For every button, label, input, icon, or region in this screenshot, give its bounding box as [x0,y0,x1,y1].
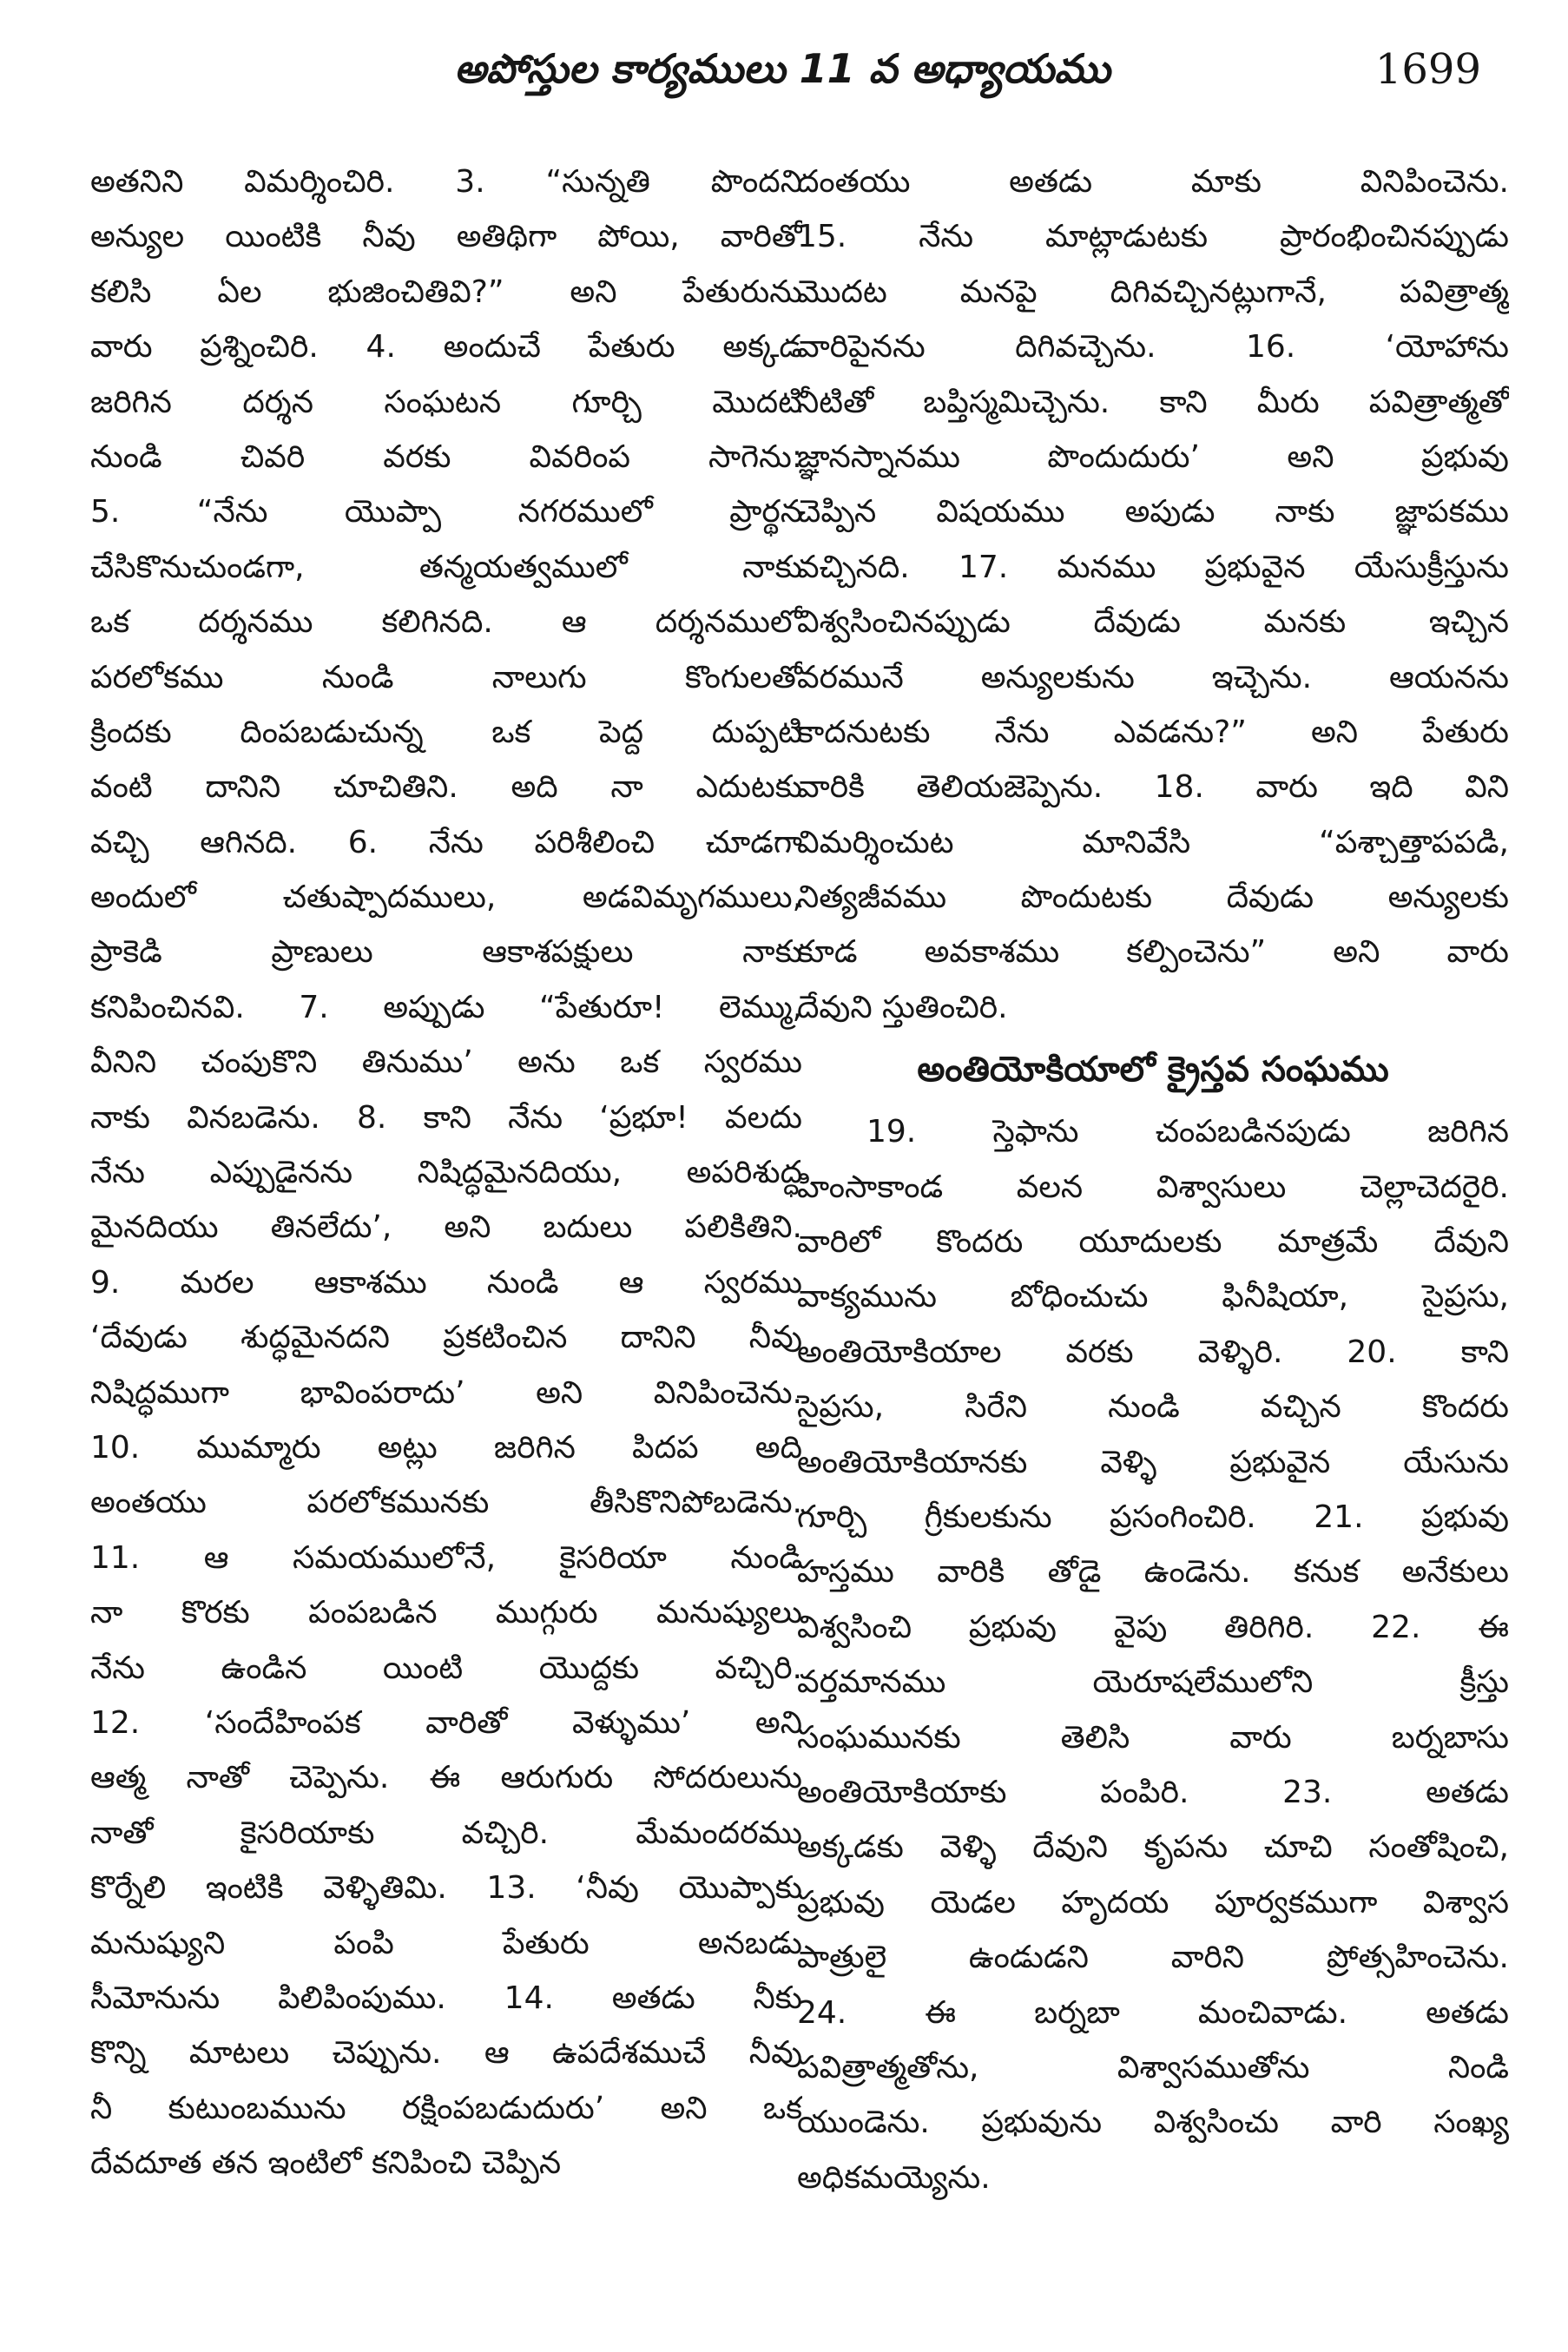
text-line: 5. “నేను యొప్పా నగరములో ప్రార్థన [90,494,802,530]
text-line: పరలోకము నుండి నాలుగు కొంగులతో [90,659,802,695]
text-line: కొన్ని మాటలు చెప్పును. ఆ ఉపదేశముచే నీవు [90,2035,802,2072]
text-line: ‘దేవుడు శుద్ధమైనదని ప్రకటించిన దానిని నీవు [90,1320,802,1356]
text-line: అధికమయ్యెను. [797,2159,991,2196]
text-line: అతనిని విమర్శించిరి. 3. “సున్నతి పొందని [90,164,802,200]
text-line: వంటి దానిని చూచితిని. అది నా ఎదుటకు [90,769,802,806]
text-line: విశ్వసించి ప్రభువు వైపు తిరిగిరి. 22. ఈ [797,1609,1509,1645]
section-heading: అంతియోకియాలో క్రైస్తవ సంఘము [917,1050,1389,1090]
text-line: వారు ప్రశ్నించిరి. 4. అందుచే పేతురు అక్కడ [90,329,802,366]
text-line: సంఘమునకు తెలిసి వారు బర్నబాసు [797,1719,1509,1756]
text-line: దంతయు అతడు మాకు వినిపించెను. [797,164,1509,200]
text-line: అక్కడకు వెళ్ళి దేవుని కృపను చూచి సంతోషించి, [797,1829,1509,1866]
text-line: వరమునే అన్యులకును ఇచ్చెను. ఆయనను [797,659,1509,695]
text-line: వచ్చినది. 17. మనము ప్రభువైన యేసుక్రీస్తును [797,549,1509,585]
text-line: నాతో కైసరియాకు వచ్చిరి. మేమందరము [90,1815,802,1851]
text-line: హింసాకాండ వలన విశ్వాసులు చెల్లాచెదరైరి. [797,1169,1509,1205]
text-line: నా కొరకు పంపబడిన ముగ్గురు మనుష్యులు [90,1595,802,1631]
text-line: 15. నేను మాట్లాడుటకు ప్రారంభించినప్పుడు [797,219,1509,255]
page-number: 1699 [1374,45,1481,94]
right-column [797,155,1509,2205]
text-line: క్రిందకు దింపబడుచున్న ఒక పెద్ద దుప్పటి [90,714,802,750]
text-line: నేను ఎప్పుడైనను నిషిద్ధమైనదియు, అపరిశుద్ధ [90,1155,802,1191]
text-line: అంతియోకియాల వరకు వెళ్ళిరి. 20. కాని [797,1334,1509,1370]
right-column-part-1 [797,155,1509,1035]
text-line: వారికి తెలియజెప్పెను. 18. వారు ఇది విని [797,769,1509,806]
text-line: 11. ఆ సమయములోనే, కైసరియా నుండి [90,1539,802,1576]
text-line: నిత్యజీవము పొందుటకు దేవుడు అన్యులకు [797,880,1509,916]
text-line: సీమోనును పిలిపింపుము. 14. అతడు నీకు [90,1980,802,2016]
text-line: విమర్శించుట మానివేసి “పశ్చాత్తాపపడి, [797,824,1509,860]
text-line: అంతయు పరలోకమునకు తీసికొనిపోబడెను. [90,1485,802,1521]
text-line: నీటితో బప్తిస్మమిచ్చెను. కాని మీరు పవిత్రాత్మతో [797,384,1509,420]
text-line: అంతియోకియాకు పంపిరి. 23. అతడు [797,1774,1509,1810]
running-header [83,38,1481,116]
text-line: ఆత్మ నాతో చెప్పెను. ఈ ఆరుగురు సోదరులును [90,1760,802,1796]
text-line: యుండెను. ప్రభువును విశ్వసించు వారి సంఖ్య [797,2105,1509,2141]
text-line: అంతియోకియానకు వెళ్ళి ప్రభువైన యేసును [797,1444,1509,1480]
text-line: జరిగిన దర్శన సంఘటన గూర్చి మొదటి [90,384,802,420]
text-line: విశ్వసించినప్పుడు దేవుడు మనకు ఇచ్చిన [797,604,1509,641]
text-line: మైనదియు తినలేదు’, అని బదులు పలికితిని. [90,1209,802,1246]
text-line: ప్రభువు యెడల హృదయ పూర్వకముగా విశ్వాస [797,1884,1509,1920]
text-line: జ్ఞానస్నానము పొందుదురు’ అని ప్రభువు [797,438,1509,475]
text-line: చేసికొనుచుండగా, తన్మయత్వములో నాకు [90,549,802,585]
text-line: నాకు వినబడెను. 8. కాని నేను ‘ప్రభూ! వలదు [90,1099,802,1136]
text-line: కొర్నేలి ఇంటికి వెళ్ళితిమి. 13. ‘నీవు యొప్పాకు [90,1870,802,1907]
text-line: ప్రాకెడి ప్రాణులు ఆకాశపక్షులు నాకు [90,934,802,971]
right-column-part-2 [797,1104,1509,2205]
text-line: కూడ అవకాశము కల్పించెను” అని వారు [797,934,1509,971]
text-line: వారిపైనను దిగివచ్చెను. 16. ‘యోహాను [797,329,1509,366]
text-line: గూర్చి గ్రీకులకును ప్రసంగించిరి. 21. ప్రభువు [797,1499,1509,1535]
text-line: అందులో చతుష్పాదములు, అడవిమృగములు, [90,880,802,916]
text-line: వారిలో కొందరు యూదులకు మాత్రమే దేవుని [797,1224,1509,1261]
text-line: కాదనుటకు నేను ఎవడను?” అని పేతురు [797,714,1509,750]
text-line: నీ కుటుంబమును రక్షింపబడుదురు’ అని ఒక [90,2090,802,2126]
text-line: నుండి చివరి వరకు వివరింప సాగెను: [90,438,802,475]
text-line: వర్తమానము యెరూషలేములోని క్రీస్తు [797,1664,1509,1701]
text-line: పాత్రులై ఉండుడని వారిని ప్రోత్సహించెను. [797,1940,1509,1976]
text-line: దేవదూత తన ఇంటిలో కనిపించి చెప్పిన [90,2145,562,2182]
text-line: హస్తము వారికి తోడై ఉండెను. కనుక అనేకులు [797,1554,1509,1591]
left-column [90,155,802,2191]
text-line: వచ్చి ఆగినది. 6. నేను పరిశీలించి చూడగా [90,824,802,860]
text-line: 24. ఈ బర్నబా మంచివాడు. అతడు [797,1994,1509,2031]
text-line: ఒక దర్శనము కలిగినది. ఆ దర్శనములో [90,604,802,641]
text-line: 12. ‘సందేహింపక వారితో వెళ్ళుము’ అని [90,1704,802,1741]
text-line: సైప్రసు, సిరేని నుండి వచ్చిన కొందరు [797,1389,1509,1426]
text-line: వీనిని చంపుకొని తినుము’ అను ఒక స్వరము [90,1044,802,1081]
text-line: అన్యుల యింటికి నీవు అతిథిగా పోయి, వారితో [90,219,802,255]
text-line: నిషిద్ధముగా భావింపరాదు’ అని వినిపించెను. [90,1374,802,1411]
text-line: కనిపించినవి. 7. అప్పుడు “పేతురూ! లెమ్ము, [90,989,802,1025]
text-line: 19. స్తెఫాను చంపబడినపుడు జరిగిన [866,1114,1509,1150]
text-line: చెప్పిన విషయము అపుడు నాకు జ్ఞాపకము [797,494,1509,530]
text-line: 9. మరల ఆకాశము నుండి ఆ స్వరము [90,1264,802,1301]
text-line: వాక్యమును బోధించుచు ఫినీషియా, సైప్రసు, [797,1279,1509,1315]
text-line: పవిత్రాత్మతోను, విశ్వాసముతోను నిండి [797,2049,1509,2085]
text-line: నేను ఉండిన యింటి యొద్దకు వచ్చిరి. [90,1650,802,1686]
chapter-title: అపోస్తుల కార్యములు 11 వ అధ్యాయము [454,45,1110,92]
text-line: మొదట మనపై దిగివచ్చినట్లుగానే, పవిత్రాత్మ [797,273,1509,310]
text-line: 10. ముమ్మారు అట్లు జరిగిన పిదప అది [90,1429,802,1466]
text-line: కలిసి ఏల భుజించితివి?” అని పేతురును [90,273,802,310]
text-line: మనుష్యుని పంపి పేతురు అనబడు [90,1925,802,1961]
text-line: దేవుని స్తుతించిరి. [797,989,1008,1025]
